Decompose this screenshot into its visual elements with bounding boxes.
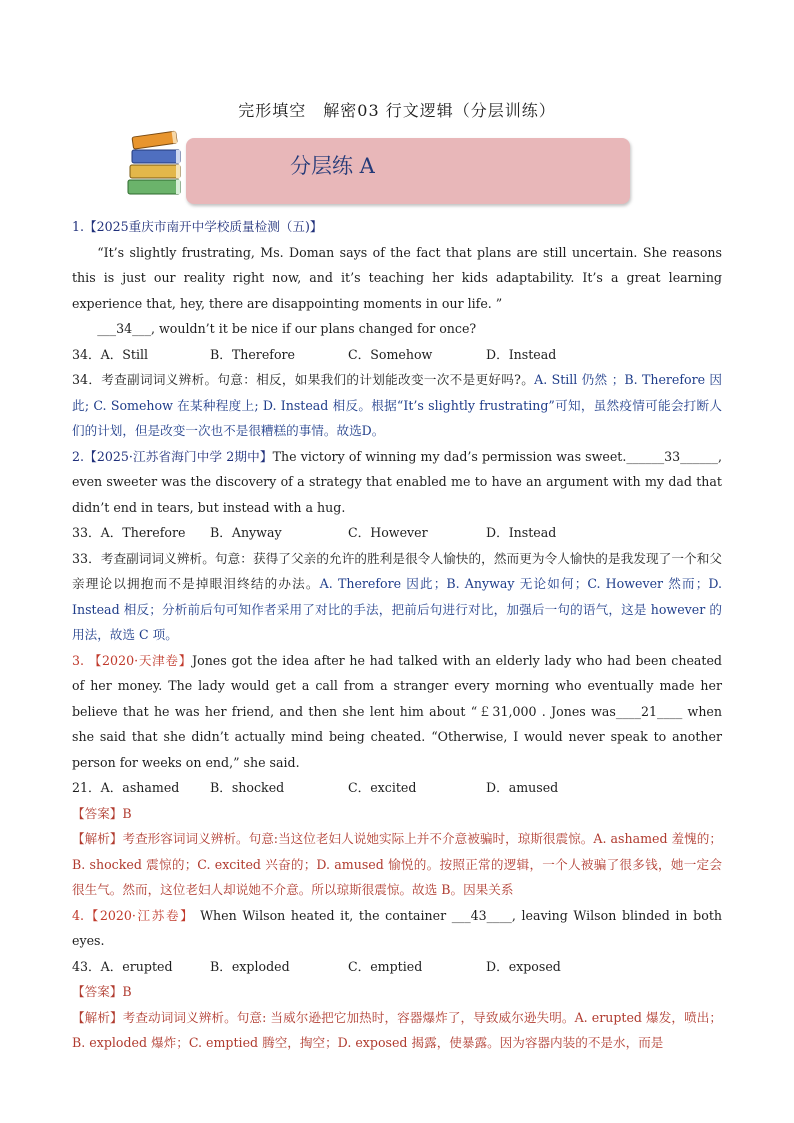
question-2-options <box>72 520 722 546</box>
banner-label: 分层练 A <box>290 154 375 178</box>
option-c: C．However <box>348 525 428 540</box>
question-3-text: 3. 【2020·天津卷】Jones got the idea after he had talked with an elderly lady who had been cheated of her money. The lady would get a call from a stranger every morning who eventually made her believe that he was her friend, and then she lent him about “￡31,000 . Jones was____21____ when she said that she didn’t actually mind being cheated. “Otherwise, I would never speak to another person for weeks on end,” she said. <box>72 652 722 770</box>
option-a: 43．A．erupted <box>72 958 173 974</box>
question-2-text: 2.【2025·江苏省海门中学 2期中】The victory of winning my dad’s permission was sweet.______33______, even sweeter was the discovery of a strategy that enabled me to have an argument with my dad that didn’t end in tears, but instead with a hug. <box>72 448 722 515</box>
question-1-analysis: 34．考查副词词义辨析。句意：相反，如果我们的计划能改变一次不是更好吗?。A. Still 仍然 ；B. Therefore 因此; C. Somehow 在某种程度上; D. Instead 相反。根据“It’s slightly frustrating”可知，虽然疫情可能会打断人们的计划，但是改变一次也不是很糟糕的事情。故选D。 <box>72 372 723 438</box>
option-b: B．Therefore <box>210 346 296 362</box>
question-3-answer: 【答案】B <box>72 805 132 821</box>
question-3-options <box>72 775 722 801</box>
option-c: C．Somehow <box>348 346 433 362</box>
question-3-analysis: 【解析】考查形容词词义辨析。句意:当这位老妇人说她实际上并不介意被骗时，琼斯很震惊。A. ashamed 羞愧的；B. shocked 震惊的；C. excited 兴奋的；D. amused 愉悦的。按照正常的逻辑，一个人被骗了很多钱，她一定会很生气。然而，这位老妇人却说她不介意。所以琼斯很震惊。故选 B。因果关系 <box>72 831 722 897</box>
option-b: B．exploded <box>210 958 290 974</box>
books-icon <box>124 130 188 204</box>
question-4-text: 4.【2020·江苏卷】 When Wilson heated it, the container ___43____, leaving Wilson blinded in both eyes. <box>72 907 722 948</box>
blank-33: ______33______ <box>626 448 718 464</box>
option-a: 33．A．Therefore <box>72 525 186 540</box>
question-1-heading: 1.【2025重庆市南开中学校质量检测（五)】 <box>72 219 323 234</box>
question-2-heading: 2.【2025·江苏省海门中学 2期中】 <box>72 448 273 464</box>
question-3-heading: 3. 【2020·天津卷】 <box>72 652 193 668</box>
question-4-options <box>72 954 722 980</box>
option-d: D．exposed <box>486 958 561 974</box>
option-a: 21．A．ashamed <box>72 780 180 795</box>
section-banner <box>186 138 630 204</box>
option-b: B．Anyway <box>210 525 282 540</box>
blank-34: ___34___ <box>97 321 151 336</box>
option-d: D．amused <box>486 780 559 795</box>
option-d: D．Instead <box>486 346 557 362</box>
question-2-analysis: 33．考查副词词义辨析。句意：获得了父亲的允许的胜利是很令人愉快的，然而更为令人愉快的是我发现了一个和父亲理论以拥抱而不是掉眼泪终结的办法。A. Therefore 因此；B. Anyway 无论如何；C. However 然而；D. Instead 相反；分析前后句可知作者采用了对比的手法，把前后句进行对比，加强后一句的语气，这是 however 的用法，故选 C 项。 <box>72 550 722 642</box>
option-c: C．excited <box>348 780 417 795</box>
question-1-passage: “It’s slightly frustrating, Ms. Doman says of the fact that plans are still uncertain. She reasons this is just our reality right now, and it’s teaching her kids adaptability. It’s a great learning experience that, hey, there are disappointing moments in our life. ” <box>72 244 722 311</box>
option-d: D．Instead <box>486 525 557 540</box>
question-4-answer: 【答案】B <box>72 984 132 999</box>
question-1-options <box>72 342 722 368</box>
question-4-analysis: 【解析】考查动词词义辨析。句意: 当威尔逊把它加热时，容器爆炸了，导致威尔逊失明。A. erupted 爆发，喷出；B. exploded 爆炸；C. emptied 腾空，掏空；D. exposed 揭露，使暴露。因为容器内装的不是水，而是 <box>72 1009 723 1050</box>
option-b: B．shocked <box>210 780 285 795</box>
question-4-heading: 4.【2020·江苏卷】 <box>72 907 195 923</box>
option-a: 34．A．Still <box>72 346 149 362</box>
document-body <box>72 214 722 1056</box>
page-title: 完形填空 解密03 行文逻辑（分层训练） <box>238 101 556 120</box>
question-1-sentence: ___34___, wouldn’t it be nice if our plans changed for once? <box>97 321 477 336</box>
option-c: C．emptied <box>348 958 423 974</box>
